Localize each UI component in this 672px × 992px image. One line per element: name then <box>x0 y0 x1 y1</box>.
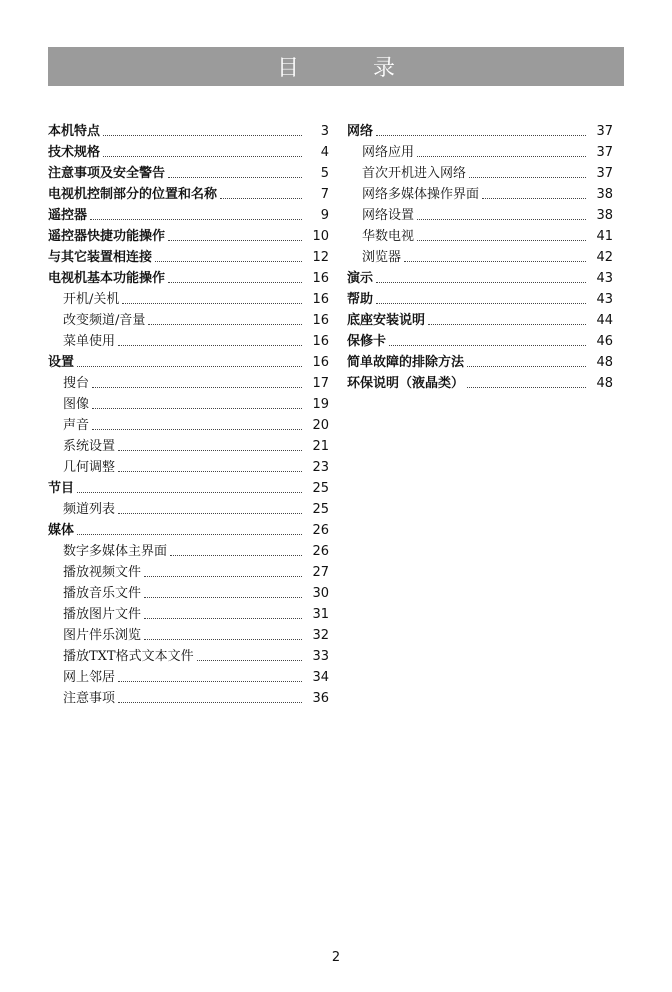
toc-entry-page: 36 <box>312 691 329 706</box>
toc-entry[interactable] <box>347 118 613 139</box>
dot-leader <box>118 450 302 451</box>
dot-leader <box>428 324 586 325</box>
toc-entry-label: 底座安装说明 <box>347 313 426 328</box>
toc-entry-page: 12 <box>312 250 329 265</box>
toc-entry-label: 播放视频文件 <box>63 565 142 580</box>
dot-leader <box>144 576 302 577</box>
toc-entry[interactable] <box>48 265 329 286</box>
toc-entry[interactable] <box>347 328 613 349</box>
toc-entry-label: 技术规格 <box>48 145 101 160</box>
dot-leader <box>155 261 302 262</box>
dot-leader <box>103 156 302 157</box>
toc-entry-label: 开机/关机 <box>63 292 120 307</box>
toc-entry-label: 演示 <box>347 271 374 286</box>
dot-leader <box>144 618 302 619</box>
toc-subentry[interactable] <box>347 202 613 223</box>
dot-leader <box>417 156 586 157</box>
toc-entry-page: 31 <box>312 607 329 622</box>
toc-entry[interactable] <box>48 160 329 181</box>
toc-entry-page: 43 <box>596 271 613 286</box>
toc-entry-page: 41 <box>596 229 613 244</box>
toc-subentry[interactable] <box>48 580 329 601</box>
toc-subentry[interactable] <box>48 412 329 433</box>
toc-entry-label: 媒体 <box>48 523 75 538</box>
dot-leader <box>103 135 302 136</box>
toc-subentry[interactable] <box>48 601 329 622</box>
dot-leader <box>144 597 302 598</box>
toc-entry-label: 注意事项 <box>63 691 116 706</box>
toc-subentry[interactable] <box>48 559 329 580</box>
dot-leader <box>404 261 586 262</box>
dot-leader <box>92 387 302 388</box>
dot-leader <box>118 513 302 514</box>
dot-leader <box>144 639 302 640</box>
toc-entry-label: 网络设置 <box>362 208 415 223</box>
toc-entry-label: 网络 <box>347 124 374 139</box>
toc-entry-label: 系统设置 <box>63 439 116 454</box>
dot-leader <box>118 681 302 682</box>
toc-entry-page: 33 <box>312 649 329 664</box>
toc-entry-page: 4 <box>320 145 329 160</box>
toc-entry-label: 华数电视 <box>362 229 415 244</box>
dot-leader <box>168 240 302 241</box>
toc-entry-page: 37 <box>596 124 613 139</box>
toc-entry-label: 播放图片文件 <box>63 607 142 622</box>
dot-leader <box>417 219 586 220</box>
toc-entry-label: 菜单使用 <box>63 334 116 349</box>
toc-entry-page: 21 <box>312 439 329 454</box>
dot-leader <box>220 198 302 199</box>
toc-subentry[interactable] <box>48 664 329 685</box>
toc-subentry[interactable] <box>347 244 613 265</box>
toc-entry[interactable] <box>48 475 329 496</box>
toc-entry-label: 网上邻居 <box>63 670 116 685</box>
toc-title-bar <box>48 47 624 86</box>
dot-leader <box>467 366 586 367</box>
toc-entry-page: 16 <box>312 292 329 307</box>
toc-subentry[interactable] <box>48 328 329 349</box>
toc-entry-label: 首次开机进入网络 <box>362 166 467 181</box>
dot-leader <box>389 345 586 346</box>
toc-entry-page: 46 <box>596 334 613 349</box>
toc-entry-label: 声音 <box>63 418 90 433</box>
dot-leader <box>467 387 586 388</box>
toc-subentry[interactable] <box>48 622 329 643</box>
toc-entry-page: 17 <box>312 376 329 391</box>
toc-entry-page: 27 <box>312 565 329 580</box>
toc-entry-label: 图像 <box>63 397 90 412</box>
toc-entry[interactable] <box>347 286 613 307</box>
toc-entry-label: 网络多媒体操作界面 <box>362 187 480 202</box>
toc-entry[interactable] <box>347 349 613 370</box>
dot-leader <box>469 177 586 178</box>
toc-entry-label: 节目 <box>48 481 75 496</box>
toc-entry-page: 3 <box>320 124 329 139</box>
toc-subentry[interactable] <box>48 538 329 559</box>
toc-entry-page: 7 <box>320 187 329 202</box>
toc-entry-label: 环保说明（液晶类） <box>347 376 465 391</box>
toc-entry-page: 25 <box>312 481 329 496</box>
toc-entry-label: 简单故障的排除方法 <box>347 355 465 370</box>
dot-leader <box>168 282 302 283</box>
dot-leader <box>482 198 586 199</box>
toc-entry-label: 帮助 <box>347 292 374 307</box>
dot-leader <box>118 471 302 472</box>
dot-leader <box>92 429 302 430</box>
toc-entry-page: 34 <box>312 670 329 685</box>
page-title: 目 录 <box>276 56 421 81</box>
toc-entry-label: 播放音乐文件 <box>63 586 142 601</box>
dot-leader <box>376 135 586 136</box>
toc-subentry[interactable] <box>48 643 329 664</box>
toc-entry-label: 注意事项及安全警告 <box>48 166 166 181</box>
toc-entry-label: 电视机基本功能操作 <box>48 271 166 286</box>
toc-entry-label: 几何调整 <box>63 460 116 475</box>
toc-entry-page: 48 <box>596 355 613 370</box>
toc-right-column <box>347 118 613 391</box>
toc-entry-page: 37 <box>596 166 613 181</box>
toc-entry-label: 与其它装置相连接 <box>48 250 153 265</box>
toc-entry-page: 32 <box>312 628 329 643</box>
dot-leader <box>148 324 302 325</box>
toc-entry-label: 遥控器 <box>48 208 88 223</box>
toc-entry-page: 16 <box>312 313 329 328</box>
toc-entry-label: 数字多媒体主界面 <box>63 544 168 559</box>
toc-entry-label: 图片伴乐浏览 <box>63 628 142 643</box>
dot-leader <box>77 366 302 367</box>
toc-entry-page: 38 <box>596 208 613 223</box>
toc-entry-page: 42 <box>596 250 613 265</box>
dot-leader <box>90 219 302 220</box>
toc-subentry[interactable] <box>48 307 329 328</box>
toc-subentry[interactable] <box>48 496 329 517</box>
toc-entry-page: 25 <box>312 502 329 517</box>
toc-entry-page: 10 <box>312 229 329 244</box>
toc-entry[interactable] <box>48 202 329 223</box>
toc-entry-label: 改变频道/音量 <box>63 313 146 328</box>
toc-entry-page: 19 <box>312 397 329 412</box>
toc-subentry[interactable] <box>347 160 613 181</box>
toc-entry-label: 电视机控制部分的位置和名称 <box>48 187 218 202</box>
toc-entry-label: 保修卡 <box>347 334 387 349</box>
toc-entry[interactable] <box>48 139 329 160</box>
toc-entry-page: 16 <box>312 334 329 349</box>
toc-subentry[interactable] <box>48 454 329 475</box>
dot-leader <box>197 660 302 661</box>
toc-entry-page: 26 <box>312 544 329 559</box>
dot-leader <box>122 303 302 304</box>
toc-entry-page: 30 <box>312 586 329 601</box>
toc-entry[interactable] <box>48 118 329 139</box>
toc-subentry[interactable] <box>48 391 329 412</box>
toc-left-column <box>48 118 329 706</box>
toc-entry-page: 16 <box>312 271 329 286</box>
toc-entry-label: 设置 <box>48 355 75 370</box>
dot-leader <box>118 702 302 703</box>
dot-leader <box>417 240 586 241</box>
toc-entry-page: 26 <box>312 523 329 538</box>
toc-entry[interactable] <box>347 370 613 391</box>
toc-subentry[interactable] <box>48 433 329 454</box>
dot-leader <box>168 177 302 178</box>
dot-leader <box>170 555 302 556</box>
toc-entry-label: 本机特点 <box>48 124 101 139</box>
toc-entry-label: 播放TXT格式文本文件 <box>63 649 194 664</box>
toc-entry-label: 遥控器快捷功能操作 <box>48 229 166 244</box>
toc-entry[interactable] <box>48 244 329 265</box>
toc-entry-label: 网络应用 <box>362 145 415 160</box>
toc-entry[interactable] <box>48 181 329 202</box>
toc-subentry[interactable] <box>48 286 329 307</box>
toc-entry[interactable] <box>48 349 329 370</box>
toc-entry-page: 48 <box>596 376 613 391</box>
toc-entry-page: 16 <box>312 355 329 370</box>
toc-entry[interactable] <box>48 223 329 244</box>
dot-leader <box>376 303 586 304</box>
toc-subentry[interactable] <box>347 181 613 202</box>
toc-entry-page: 38 <box>596 187 613 202</box>
toc-entry-page: 37 <box>596 145 613 160</box>
toc-entry[interactable] <box>347 307 613 328</box>
page-number: 2 <box>331 950 341 965</box>
toc-subentry[interactable] <box>347 139 613 160</box>
toc-entry-page: 20 <box>312 418 329 433</box>
toc-entry[interactable] <box>48 517 329 538</box>
toc-entry-page: 23 <box>312 460 329 475</box>
toc-subentry[interactable] <box>48 370 329 391</box>
toc-entry[interactable] <box>347 265 613 286</box>
toc-entry-page: 9 <box>320 208 329 223</box>
toc-entry-page: 44 <box>596 313 613 328</box>
dot-leader <box>77 534 302 535</box>
dot-leader <box>77 492 302 493</box>
toc-entry-page: 43 <box>596 292 613 307</box>
toc-entry-label: 搜台 <box>63 376 90 391</box>
dot-leader <box>118 345 302 346</box>
dot-leader <box>92 408 302 409</box>
toc-subentry[interactable] <box>48 685 329 706</box>
toc-entry-label: 频道列表 <box>63 502 116 517</box>
toc-entry-page: 5 <box>320 166 329 181</box>
toc-entry-label: 浏览器 <box>362 250 402 265</box>
dot-leader <box>376 282 586 283</box>
toc-subentry[interactable] <box>347 223 613 244</box>
